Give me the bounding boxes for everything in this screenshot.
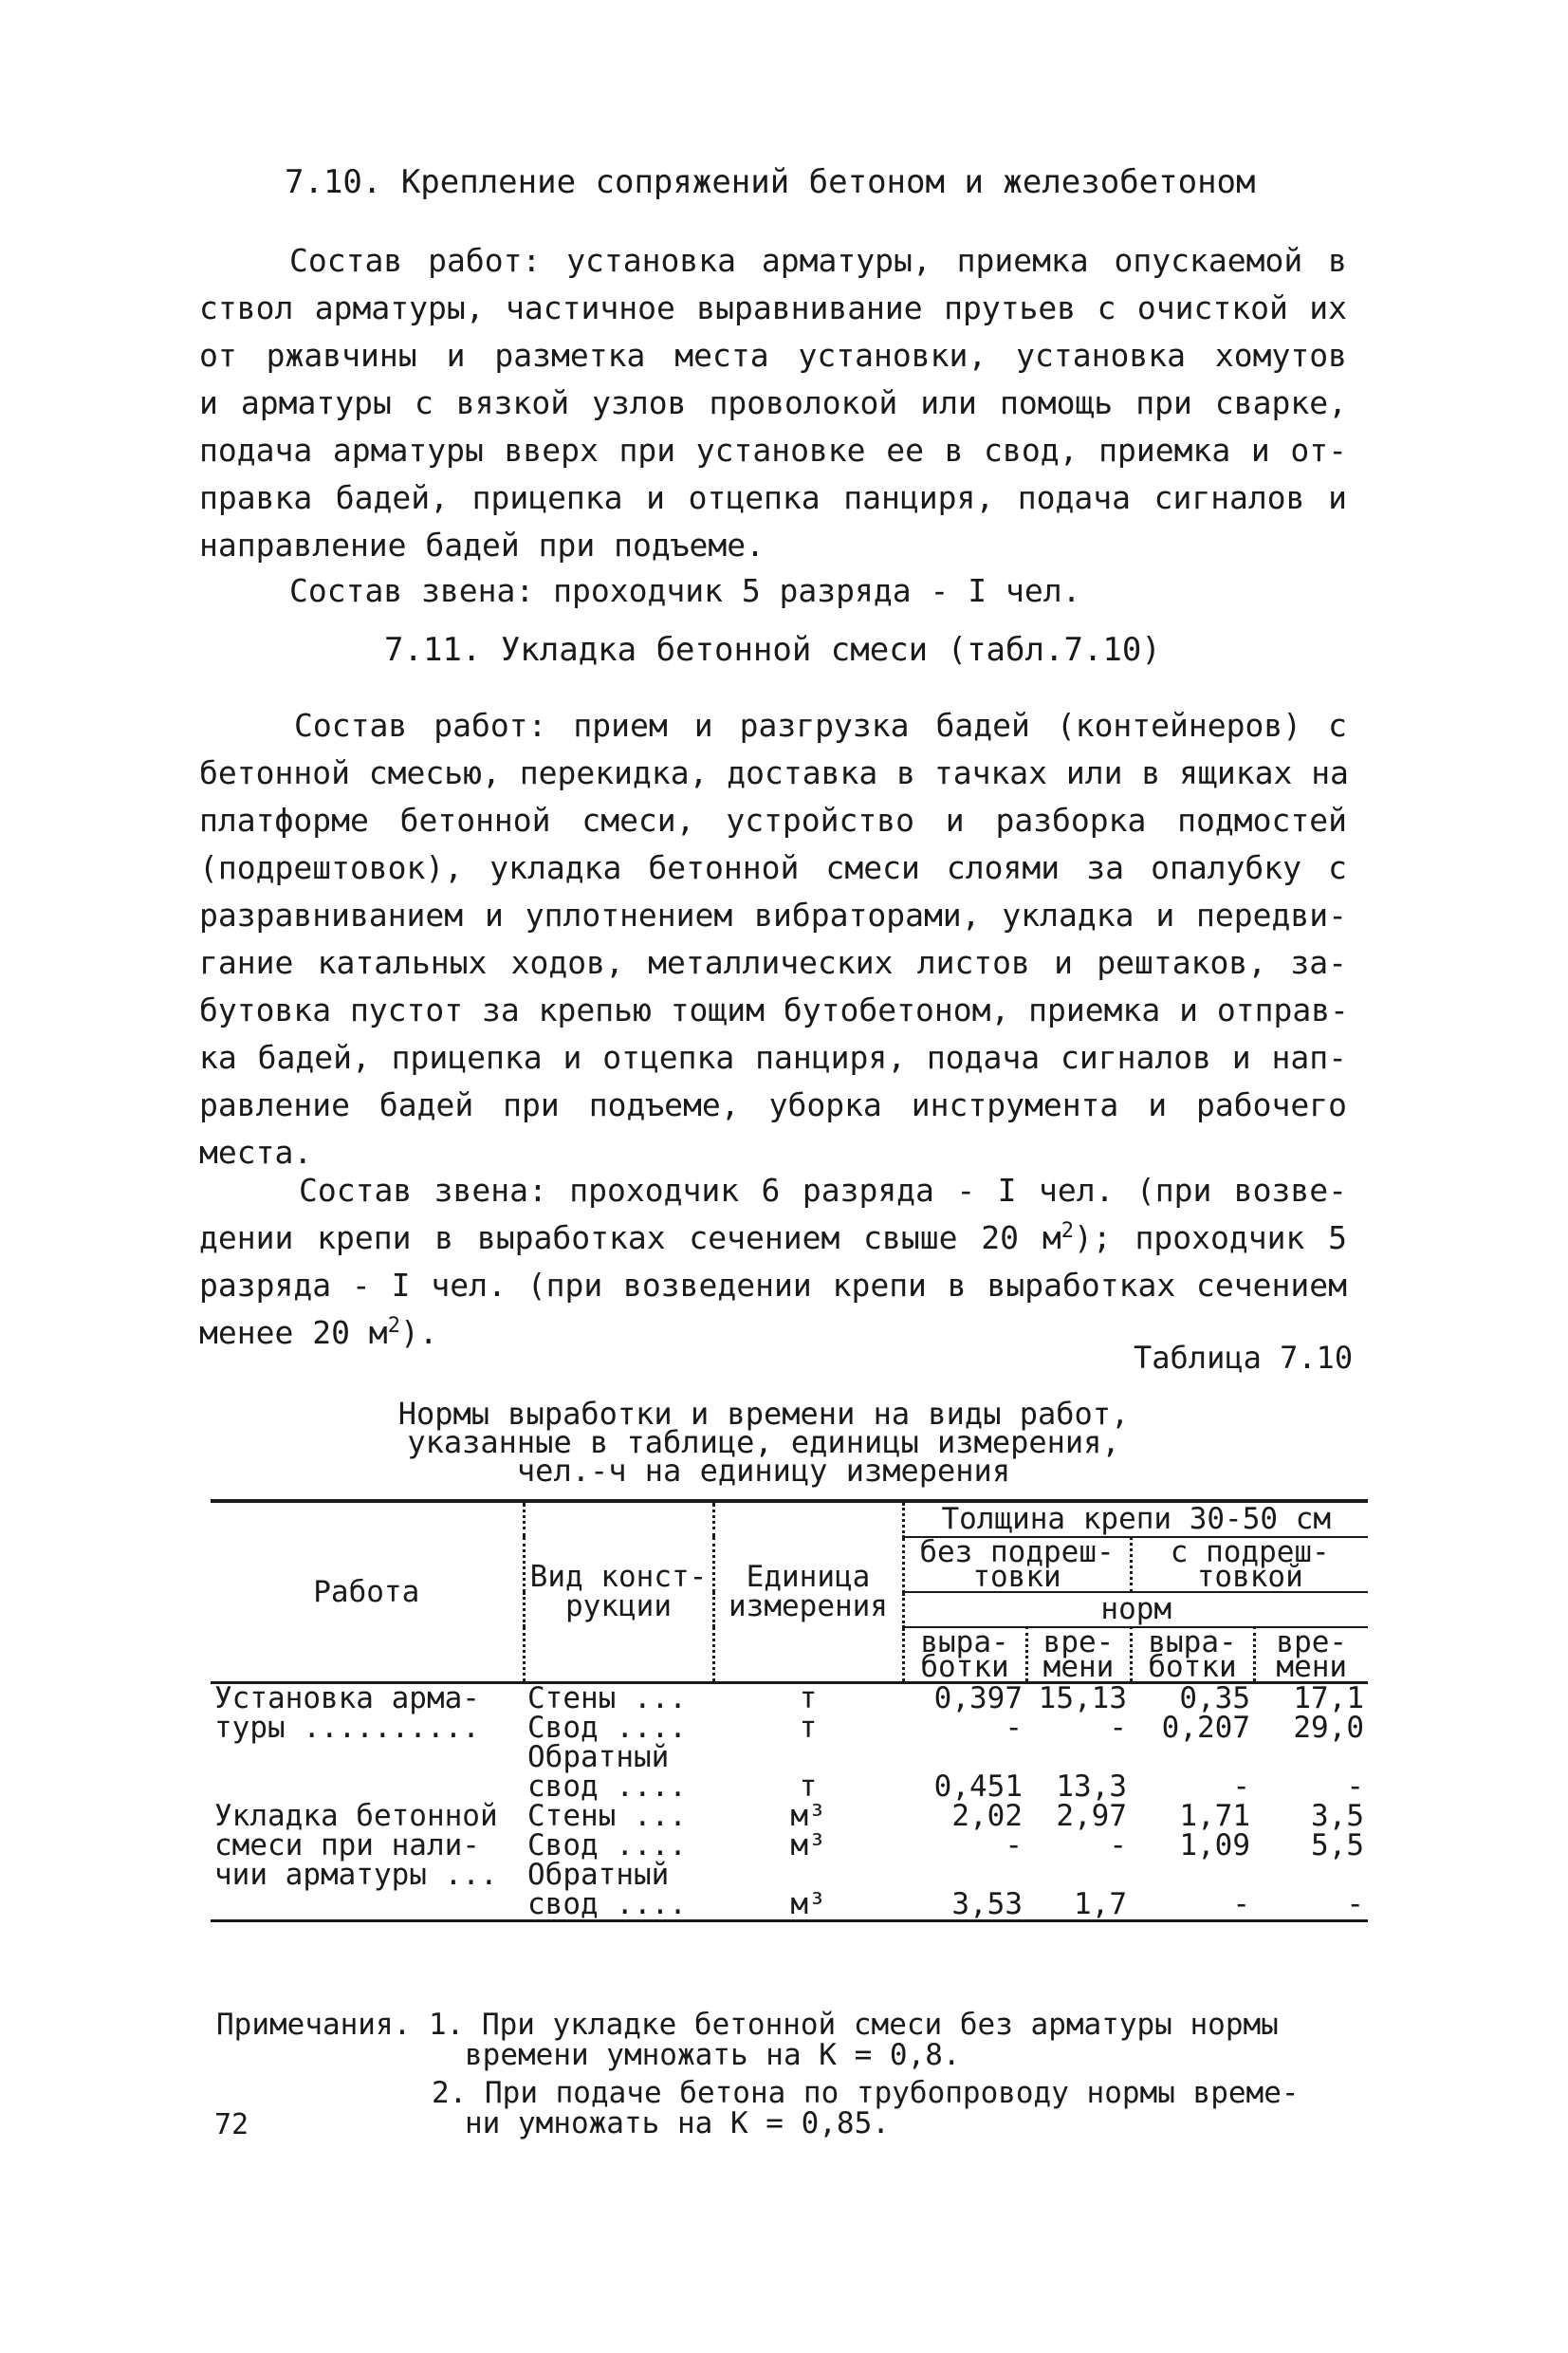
cell-unit: м³ [790, 1799, 826, 1833]
cell-value [903, 1861, 1026, 1890]
cell-unit: м³ [790, 1828, 826, 1862]
cell-value: 0,397 [933, 1681, 1023, 1715]
cell-value: 0,207 [1161, 1711, 1250, 1745]
cell-value: 5,5 [1311, 1828, 1364, 1862]
cell-unit: т [799, 1769, 818, 1804]
text-line: правка бадей, прицепка и отцепка панциря, подача сигналов и [199, 479, 1347, 516]
text-fragment: менее 20 м [199, 1314, 388, 1351]
cell-value [1131, 1743, 1254, 1772]
cell-value: 0,451 [933, 1769, 1023, 1804]
cell-value: 13,3 [1056, 1769, 1127, 1804]
cell-value: - [1232, 1769, 1250, 1804]
cell-construction: свод .... [524, 1890, 713, 1921]
table-row [211, 1890, 1368, 1921]
header-norms: норм [903, 1592, 1368, 1627]
cell-construction: Свод .... [527, 1711, 687, 1745]
text-line: места. [199, 1134, 313, 1171]
note-2-line-1: 2. При подаче бетона по трубопроводу нормы време- [432, 2076, 1300, 2110]
header-unit: Единица измерения [713, 1501, 903, 1683]
cell-value: - [1346, 1769, 1364, 1804]
text-fragment: ). [399, 1314, 438, 1351]
note-1-line-2: времени умножать на К = 0,8. [465, 2038, 961, 2072]
cell-work: смеси при нали- [214, 1828, 480, 1862]
cell-work: Укладка бетонной [214, 1799, 498, 1833]
cell-construction: Свод .... [527, 1828, 687, 1862]
text-line: подача арматуры вверх при установке ее в свод, приемка и от- [199, 432, 1347, 469]
cell-value: 1,09 [1179, 1828, 1250, 1862]
text-fragment: дении крепи в выработках сечением свыше 20 м [199, 1219, 1061, 1256]
cell-value: - [1005, 1711, 1023, 1745]
text-line: и арматуры с вязкой узлов проволокой или помощь при сварке, [199, 384, 1347, 421]
caption-line: указанные в таблице, единицы измерения, [407, 1424, 1120, 1460]
caption-line: чел.-ч на единицу измерения [516, 1453, 1011, 1489]
cell-value [1026, 1861, 1131, 1890]
text-line: разравниванием и уплотнением вибраторами, укладка и передви- [199, 897, 1347, 934]
cell-value: - [1254, 1890, 1368, 1921]
cell-value: 2,02 [951, 1799, 1023, 1833]
norms-table [211, 1499, 1368, 1922]
text-line [199, 1214, 1347, 1262]
text-line: бутовка пустот за крепью тощим бутобетоном, приемка и отправ- [199, 991, 1349, 1028]
cell-value [1254, 1861, 1368, 1890]
section-7-10-heading: 7.10. Крепление сопряжений бетоном и железобетоном [285, 163, 1256, 201]
cell-unit: т [799, 1681, 818, 1715]
cell-value: 29,0 [1293, 1711, 1364, 1745]
cell-work: туры .......... [214, 1711, 480, 1745]
text-line: (подрештовок), укладка бетонной смеси слоями за опалубку с [199, 849, 1347, 886]
cell-work [211, 1890, 524, 1921]
cell-unit: м³ [713, 1890, 903, 1921]
table-row [211, 1802, 1368, 1831]
table-caption [313, 1396, 1214, 1489]
superscript: 2 [387, 1314, 400, 1338]
cell-value: 15,13 [1038, 1681, 1127, 1715]
section-7-10-work [199, 237, 1347, 569]
text-line: бетонной смесью, перекидка, доставка в тачках или в ящиках на [199, 754, 1349, 791]
header-output: выра- ботки [1131, 1627, 1254, 1683]
cell-value: 1,71 [1179, 1799, 1250, 1833]
text-line: разряда - I чел. (при возведении крепи в выработках сечением [199, 1267, 1347, 1304]
header-output: выра- ботки [903, 1627, 1026, 1683]
cell-work: Установка арма- [214, 1681, 480, 1715]
text-line: от ржавчины и разметка места установки, установка хомутов [199, 337, 1347, 374]
table-label: Таблица 7.10 [1134, 1340, 1354, 1376]
caption-line: Нормы выработки и времени на виды работ, [397, 1396, 1130, 1432]
cell-construction: Стены ... [527, 1799, 687, 1833]
table-row [211, 1831, 1368, 1861]
text-line: Состав работ: прием и разгрузка бадей (контейнеров) с [294, 707, 1347, 744]
text-line: ствол арматуры, частичное выравнивание прутьев с очисткой их [199, 289, 1347, 326]
table-row [211, 1743, 1368, 1772]
cell-work [211, 1743, 524, 1772]
header-without-scaffold: без подреш- товки [903, 1537, 1131, 1592]
cell-value [1026, 1743, 1131, 1772]
cell-value: 1,7 [1026, 1890, 1131, 1921]
cell-value: - [1005, 1828, 1023, 1862]
table-row [211, 1683, 1368, 1714]
section-7-10-crew: Состав звена: проходчик 5 разряда - I чел. [289, 572, 1081, 609]
cell-value [1254, 1743, 1368, 1772]
text-line: Состав звена: проходчик 6 разряда - I чел. (при возве- [299, 1172, 1347, 1209]
text-line: Состав работ: установка арматуры, приемка опускаемой в [289, 242, 1347, 279]
text-fragment: ); проходчик 5 [1073, 1219, 1347, 1256]
table-row [211, 1714, 1368, 1743]
cell-value: 2,97 [1056, 1799, 1127, 1833]
header-with-scaffold: с подреш- товкой [1131, 1537, 1368, 1592]
table-row [211, 1772, 1368, 1802]
text-line: равление бадей при подъеме, уборка инструмента и рабочего [199, 1086, 1347, 1123]
section-7-11-crew [199, 1167, 1347, 1357]
cell-value: 3,5 [1311, 1799, 1364, 1833]
table-row [211, 1861, 1368, 1890]
cell-value: 0,35 [1179, 1681, 1250, 1715]
cell-value: 3,53 [903, 1890, 1026, 1921]
header-time: вре- мени [1026, 1627, 1131, 1683]
cell-construction: Обратный [527, 1858, 670, 1892]
header-work: Работа [211, 1501, 524, 1683]
cell-value: - [1131, 1890, 1254, 1921]
section-7-11-heading: 7.11. Укладка бетонной смеси (табл.7.10) [384, 631, 1161, 669]
section-7-11-work [199, 702, 1347, 1176]
cell-value [1131, 1861, 1254, 1890]
text-line: гание катальных ходов, металлических листов и рештаков, за- [199, 944, 1347, 981]
cell-construction: свод .... [527, 1769, 687, 1804]
cell-work [211, 1772, 524, 1802]
cell-value: 17,1 [1293, 1681, 1364, 1715]
header-construction: Вид конст- рукции [524, 1501, 713, 1683]
cell-value [903, 1743, 1026, 1772]
cell-unit: т [799, 1711, 818, 1745]
cell-value: - [1109, 1711, 1127, 1745]
text-line: направление бадей при подъеме. [199, 527, 766, 564]
page-number: 72 [214, 2108, 249, 2141]
cell-value: - [1109, 1828, 1127, 1862]
header-time: вре- мени [1254, 1627, 1368, 1683]
cell-construction: Стены ... [527, 1681, 687, 1715]
cell-construction: Обратный [527, 1740, 670, 1774]
note-1-line-1: Примечания. 1. При укладке бетонной смеси без арматуры нормы [216, 2008, 1279, 2042]
superscript: 2 [1061, 1219, 1074, 1243]
text-line: платформе бетонной смеси, устройство и разборка подмостей [199, 802, 1347, 839]
cell-unit [713, 1743, 903, 1772]
note-2-line-2: ни умножать на К = 0,85. [465, 2106, 890, 2140]
cell-unit [713, 1861, 903, 1890]
text-line: ка бадей, прицепка и отцепка панциря, подача сигналов и нап- [199, 1039, 1347, 1076]
header-thickness: Толщина крепи 30-50 см [903, 1501, 1368, 1537]
cell-work: чии арматуры ... [214, 1858, 498, 1892]
